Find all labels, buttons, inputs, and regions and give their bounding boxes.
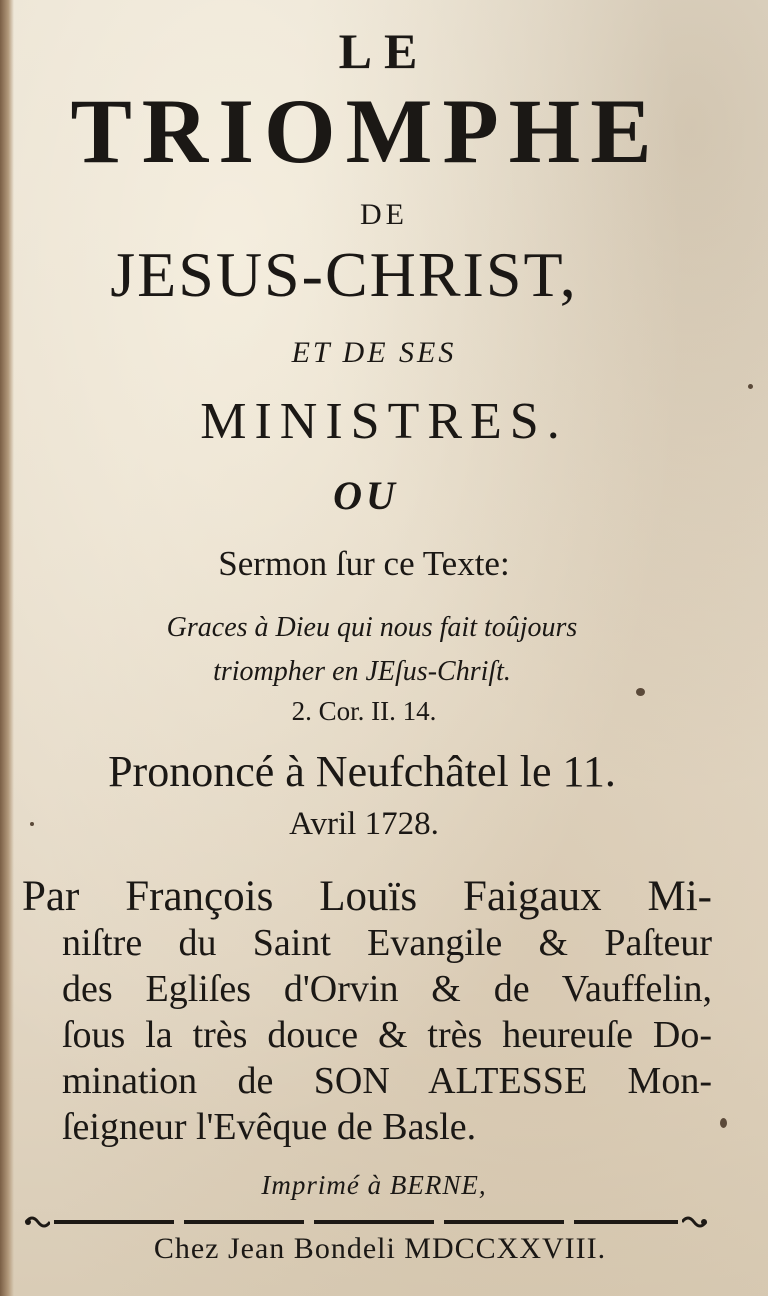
author-line: ſeigneur l'Evêque de Basle. — [62, 1106, 477, 1148]
author-paragraph — [22, 874, 712, 1150]
decorative-rule — [24, 1212, 708, 1232]
ink-spot — [636, 688, 645, 696]
scripture-line-1: Graces à Dieu qui nous fait toûjours — [166, 612, 578, 643]
scripture-reference: 2. Cor. II. 14. — [291, 696, 437, 726]
title-et-de-ses: ET DE SES — [291, 336, 457, 369]
author-line: niſtre du Saint Evangile & Paſteur — [62, 922, 712, 964]
author-line: ſous la très douce & très heureuſe Do- — [62, 1014, 712, 1056]
title-ou: OU — [333, 473, 399, 518]
pronounced-line-2: Avril 1728. — [289, 806, 439, 842]
author-line: Par François Louïs Faigaux Mi- — [22, 873, 712, 920]
title-de: DE — [360, 198, 408, 231]
flourish-left-icon — [24, 1212, 50, 1232]
pronounced-line-1: Prononcé à Neufchâtel le 11. — [108, 747, 616, 796]
ink-spot — [748, 384, 753, 389]
title-triomphe: TRIOMPHE — [70, 80, 662, 182]
rule-line — [54, 1220, 678, 1224]
title-ministres: MINISTRES. — [200, 393, 568, 450]
author-line: mination de SON ALTESSE Mon- — [62, 1060, 712, 1102]
ink-spot — [720, 1118, 727, 1128]
author-line: des Egliſes d'Orvin & de Vauffelin, — [62, 968, 712, 1010]
imprint-line: Imprimé à BERNE, — [261, 1170, 487, 1200]
book-spine-edge — [0, 0, 14, 1296]
flourish-right-icon — [682, 1212, 708, 1232]
printer-line: Chez Jean Bondeli MDCCXXVIII. — [153, 1232, 607, 1265]
title-jesus-christ: JESUS-CHRIST, — [110, 239, 578, 310]
scripture-line-2: triompher en JEſus-Chriſt. — [213, 656, 511, 687]
sermon-heading: Sermon ſur ce Texte: — [218, 544, 510, 583]
title-le: LE — [338, 23, 430, 79]
